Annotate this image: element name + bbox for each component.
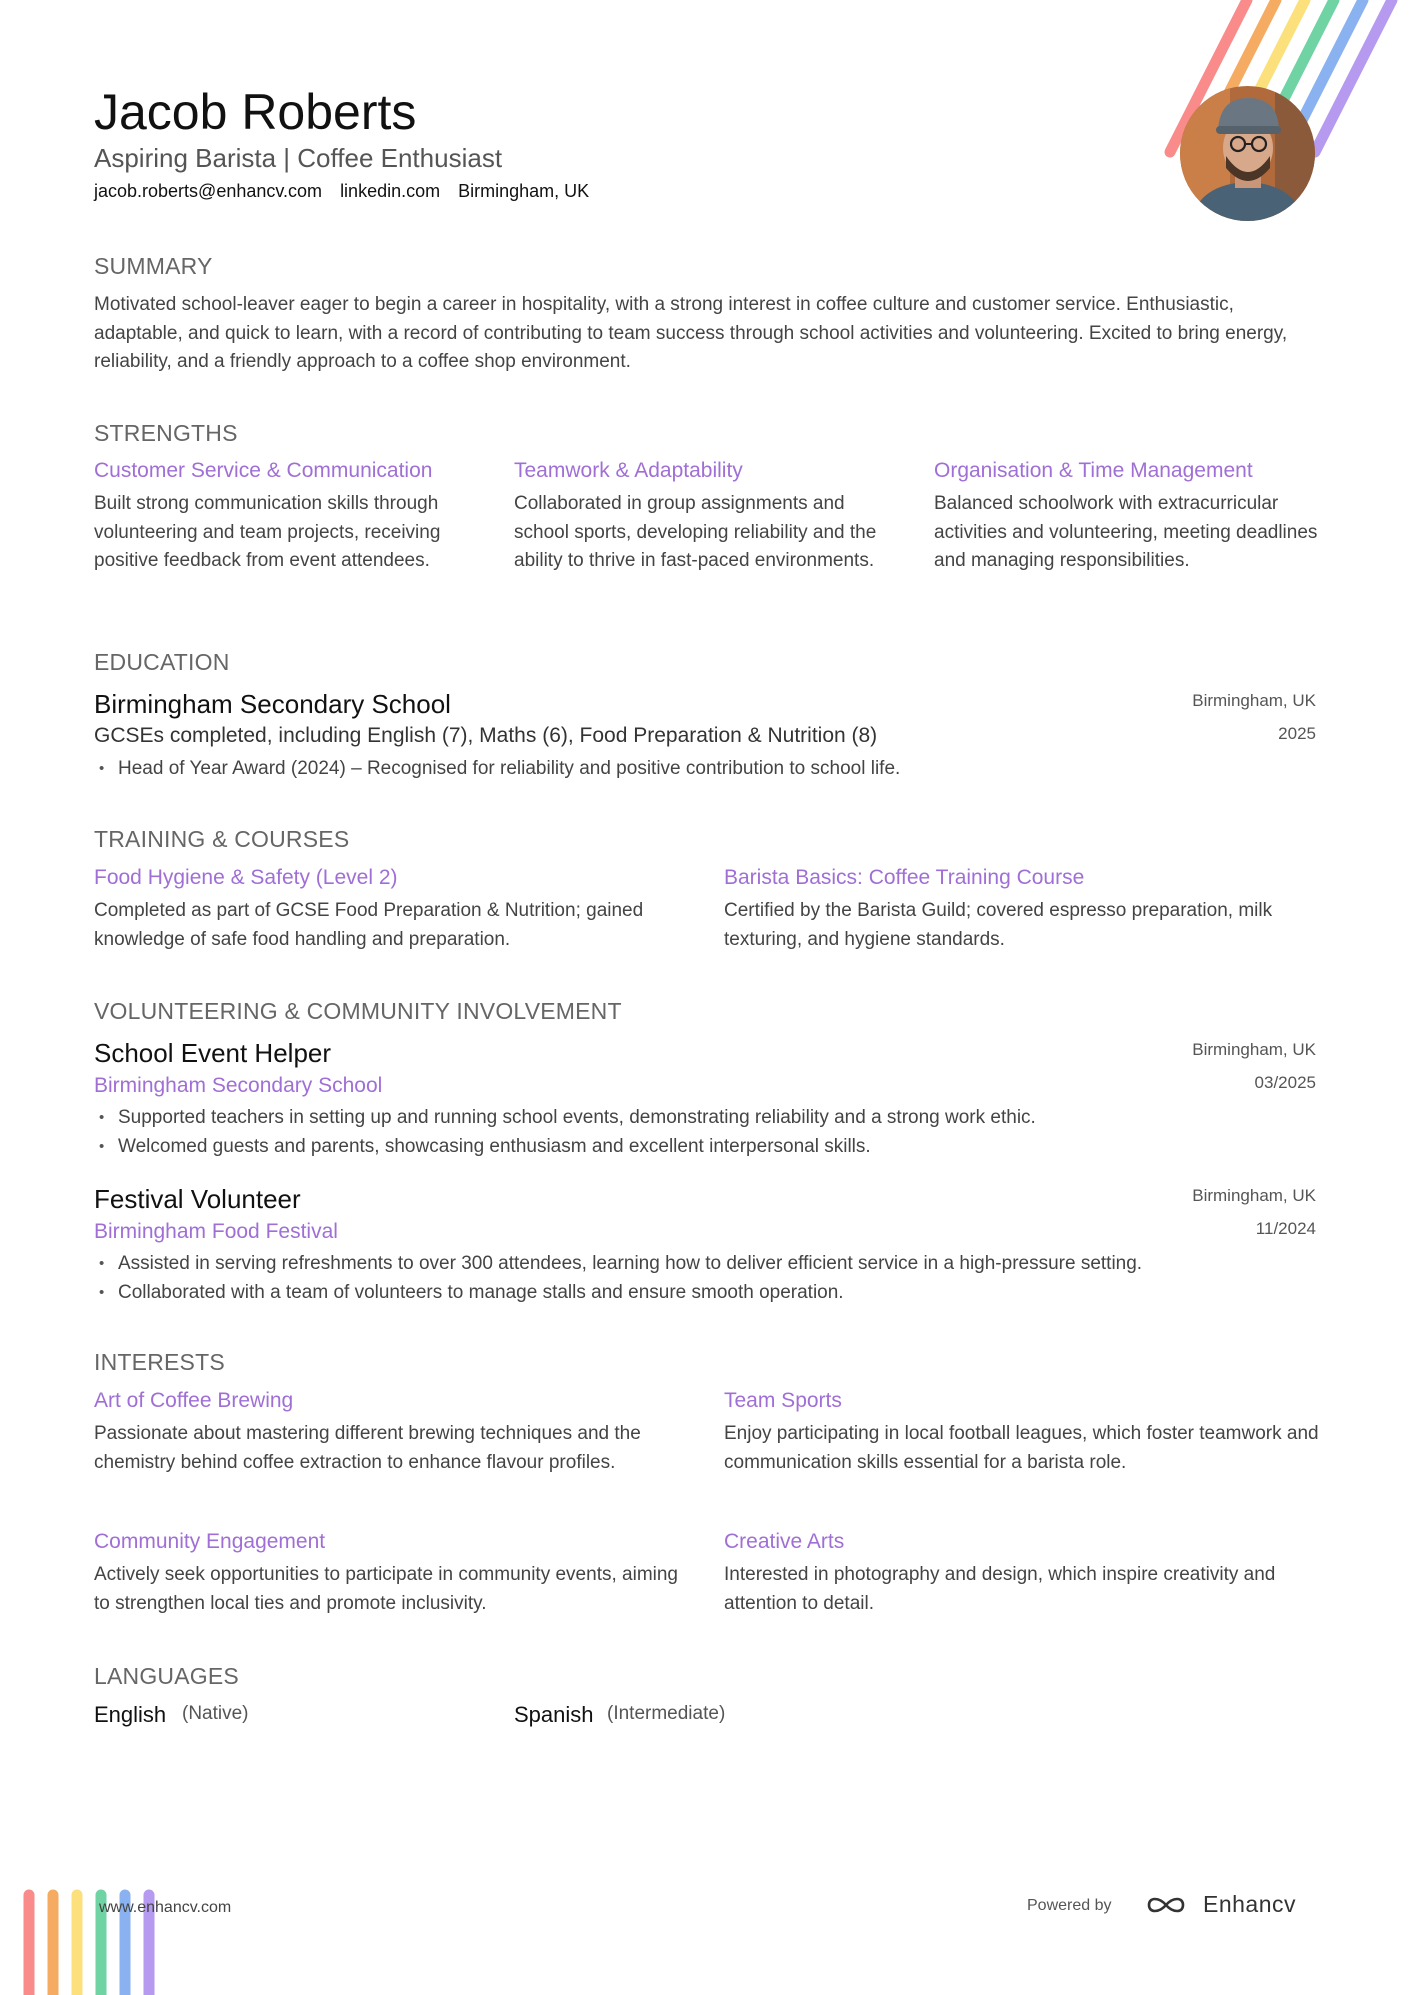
powered-by-label: Powered by	[1027, 1897, 1112, 1914]
candidate-name: Jacob Roberts	[94, 84, 417, 140]
interest-title: Creative Arts	[724, 1530, 845, 1553]
education-school: Birmingham Secondary School	[94, 689, 451, 719]
strength-desc: Built strong communication skills through volunteering and team projects, receiving positive feedback from event attendees.	[94, 493, 441, 571]
section-title-languages: LANGUAGES	[94, 1663, 239, 1689]
interest-item	[94, 1387, 694, 1477]
list-item: • Assisted in serving refreshments to over 300 attendees, learning how to deliver efficient service in a high-pressure setting.	[94, 1250, 1142, 1279]
strength-desc: Collaborated in group assignments and school sports, developing reliability and the ability to thrive in fast-paced environments.	[514, 493, 877, 571]
strength-desc: Balanced schoolwork with extracurricular activities and volunteering, meeting deadlines and managing responsibilities.	[934, 493, 1318, 571]
email-link[interactable]: jacob.roberts@enhancv.com	[94, 181, 323, 201]
strength-item	[94, 457, 484, 576]
interest-item	[724, 1387, 1324, 1477]
list-item: • Welcomed guests and parents, showcasing enthusiasm and excellent interpersonal skills.	[94, 1133, 1036, 1162]
section-title-strengths: STRENGTHS	[94, 420, 238, 446]
training-title: Barista Basics: Coffee Training Course	[724, 866, 1085, 889]
interest-desc: Interested in photography and design, which inspire creativity and attention to detail.	[724, 1564, 1276, 1614]
volunteer-role: School Event Helper	[94, 1038, 332, 1068]
volunteer-org: Birmingham Secondary School	[94, 1074, 383, 1097]
strength-item	[514, 457, 904, 576]
list-item: • Supported teachers in setting up and running school events, demonstrating reliability and a strong work ethic.	[94, 1104, 1036, 1133]
list-item: • Collaborated with a team of volunteers to manage stalls and ensure smooth operation.	[94, 1279, 1142, 1308]
volunteer-location: Birmingham, UK	[1192, 1040, 1316, 1059]
volunteer-role: Festival Volunteer	[94, 1184, 301, 1214]
strength-item	[934, 457, 1324, 576]
interest-desc: Enjoy participating in local football leagues, which foster teamwork and communication skills essential for a barista role.	[724, 1423, 1319, 1473]
interest-title: Art of Coffee Brewing	[94, 1389, 294, 1412]
volunteer-location: Birmingham, UK	[1192, 1186, 1316, 1205]
education-degree: GCSEs completed, including English (7), Maths (6), Food Preparation & Nutrition (8)	[94, 724, 878, 747]
strength-title: Customer Service & Communication	[94, 459, 433, 482]
language-level: (Native)	[182, 1703, 249, 1724]
linkedin-link[interactable]: linkedin.com	[340, 181, 441, 201]
section-title-interests: INTERESTS	[94, 1349, 225, 1375]
education-bullets	[94, 755, 900, 784]
volunteer-date: 03/2025	[1254, 1073, 1316, 1092]
location-text: Birmingham, UK	[458, 181, 590, 201]
decorative-stripes-bottom	[0, 1880, 200, 1995]
enhancv-logo-icon	[1145, 1891, 1187, 1919]
section-title-summary: SUMMARY	[94, 253, 213, 279]
training-desc: Completed as part of GCSE Food Preparation & Nutrition; gained knowledge of safe food handling and preparation.	[94, 900, 644, 950]
volunteer-org: Birmingham Food Festival	[94, 1220, 338, 1243]
section-title-training: TRAINING & COURSES	[94, 826, 350, 852]
interest-desc: Passionate about mastering different brewing techniques and the chemistry behind coffee extraction to enhance flavour profiles.	[94, 1423, 641, 1473]
section-title-education: EDUCATION	[94, 649, 230, 675]
training-item	[94, 864, 694, 954]
strength-title: Teamwork & Adaptability	[514, 459, 743, 482]
volunteer-date: 11/2024	[1255, 1219, 1316, 1238]
language-level: (Intermediate)	[607, 1703, 726, 1724]
training-desc: Certified by the Barista Guild; covered espresso preparation, milk texturing, and hygiene standards.	[724, 900, 1273, 950]
language-name: Spanish	[514, 1702, 594, 1727]
volunteer-bullets	[94, 1250, 1142, 1307]
interest-item	[94, 1528, 694, 1618]
interest-desc: Actively seek opportunities to participate in community events, aiming to strengthen local ties and promote inclusivity.	[94, 1564, 678, 1614]
candidate-title: Aspiring Barista | Coffee Enthusiast	[94, 143, 503, 173]
avatar	[1180, 86, 1315, 221]
footer-url-link[interactable]: www.enhancv.com	[99, 1899, 232, 1916]
training-title: Food Hygiene & Safety (Level 2)	[94, 866, 398, 889]
summary-text: Motivated school-leaver eager to begin a career in hospitality, with a strong interest in coffee culture and customer service. Enthusiastic, adaptable, and quick to learn, with a record of contributing to team success through school activities and volunteering. Excited to bring energy, reliability, and a friendly approach to a coffee shop environment.	[94, 294, 1288, 372]
contact-info	[94, 179, 607, 203]
interest-title: Team Sports	[724, 1389, 842, 1412]
list-item: • Head of Year Award (2024) – Recognised for reliability and positive contribution to school life.	[94, 755, 900, 784]
brand-name[interactable]: Enhancv	[1203, 1891, 1297, 1917]
strength-title: Organisation & Time Management	[934, 459, 1253, 482]
education-year: 2025	[1278, 724, 1316, 743]
interest-title: Community Engagement	[94, 1530, 326, 1553]
language-name: English	[94, 1702, 167, 1727]
training-item	[724, 864, 1324, 954]
volunteer-bullets	[94, 1104, 1036, 1161]
section-title-volunteering: VOLUNTEERING & COMMUNITY INVOLVEMENT	[94, 998, 622, 1024]
interest-item	[724, 1528, 1324, 1618]
education-location: Birmingham, UK	[1192, 691, 1316, 710]
